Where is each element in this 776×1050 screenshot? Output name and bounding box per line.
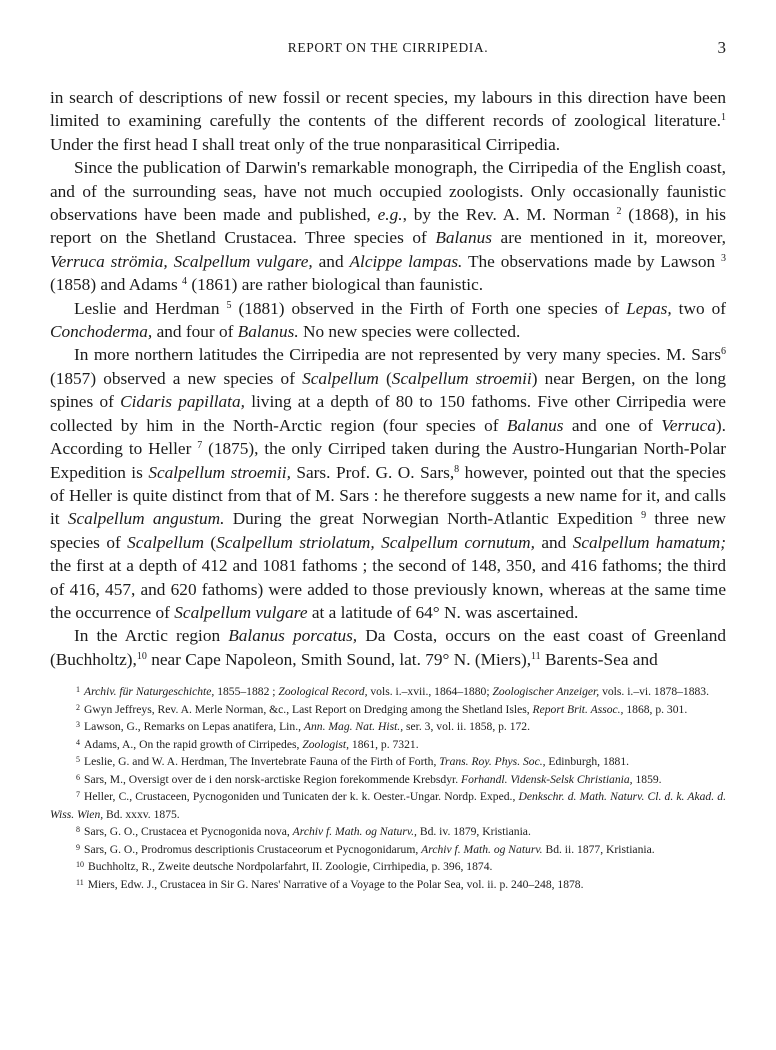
italic-run: Scalpellum hamatum;	[572, 532, 726, 552]
italic-run: Archiv f. Math. og Naturv.,	[292, 825, 417, 839]
footnote-text	[84, 738, 419, 751]
paragraph	[50, 86, 726, 156]
footnote	[50, 736, 726, 754]
text-run: (	[378, 368, 392, 388]
page-number: 3	[717, 38, 726, 57]
text-run: Barents-Sea and	[540, 649, 658, 669]
italic-run: Scalpellum vulgare	[174, 602, 308, 622]
text-run: Edinburgh, 1881.	[545, 755, 630, 769]
text-run: however, pointed out that the species of Heller is quite distinct from that of M. Sars : he therefore suggests a new name for it, and calls it	[50, 462, 726, 529]
footnote-text	[84, 755, 629, 768]
text-run: Under the first head I shall treat only of the true nonparasitical Cirripedia.	[50, 134, 561, 154]
text-run: During the great Norwegian North-Atlantic Expedition	[224, 509, 642, 529]
footnote-ref: 3	[721, 252, 727, 264]
footnote-ref: 8	[454, 463, 460, 475]
text-run: Since the publication of Darwin's remarkable monograph, the Cirripedia of the English coast, and of the surrounding seas, have not much occupied zoologists. Only occasionally faunistic observations have been made and published,	[50, 158, 726, 225]
text-run: and	[312, 251, 350, 271]
paragraph	[50, 624, 726, 671]
text-run: 1861, p. 7321.	[349, 737, 419, 751]
italic-run: Scalpellum striolatum, Scalpellum cornutum,	[216, 532, 535, 552]
italic-run: Trans. Roy. Phys. Soc.,	[439, 755, 546, 769]
footnote-number: 2	[76, 702, 80, 712]
footnote-text	[50, 790, 726, 821]
text-run: (1858) and Adams	[50, 275, 182, 295]
text-run: are mentioned in it, moreover,	[491, 228, 726, 248]
italic-run: Conchoderma,	[50, 322, 153, 342]
footnote-ref: 7	[197, 440, 203, 452]
italic-run: Denkschr. d. Math. Naturv. Cl. d. k. Akad. d. Wiss. Wien,	[50, 790, 726, 821]
text-run: No new species were collected.	[298, 322, 521, 342]
footnote	[50, 858, 726, 876]
footnote-text	[88, 860, 492, 873]
text-run: at a latitude of 64° N. was ascertained.	[307, 602, 579, 622]
text-run: Bd. xxxv. 1875.	[103, 807, 180, 821]
text-run: (1857) observed a new species of	[50, 368, 303, 388]
italic-run: Zoological Record,	[278, 685, 368, 699]
text-run: in search of descriptions of new fossil or recent species, my labours in this direction have been limited to examining carefully the contents of the different records of zoological literature.	[50, 88, 726, 131]
footnote-number: 9	[76, 842, 80, 852]
text-run: Sars, M., Oversigt over de i den norsk-arctiske Region forekommende Krebsdyr.	[84, 772, 462, 786]
italic-run: Balanus	[435, 228, 492, 248]
footnote-ref: 10	[136, 650, 147, 662]
text-run: living at a depth of 80 to 150 fathoms. Five other Cirripedia were collected by him in the North-Arctic region (four species of	[50, 392, 726, 435]
footnote-number: 3	[76, 720, 80, 730]
text-run: In the Arctic region	[74, 626, 229, 646]
italic-run: Forhandl. Vidensk-Selsk Christiania,	[461, 772, 633, 786]
footnote-number: 7	[76, 790, 80, 800]
italic-run: Balanus	[506, 415, 564, 435]
footnote-number: 6	[76, 772, 80, 782]
text-run: Adams, A., On the rapid growth of Cirripedes,	[84, 737, 303, 751]
paragraph	[50, 156, 726, 296]
footnote-number: 8	[76, 825, 80, 835]
text-run: (1868), in his report on the Shetland Crustacea. Three species of	[50, 205, 726, 248]
footnote-ref: 2	[616, 206, 622, 218]
text-run: Heller, C., Crustaceen, Pycnogoniden und Tunicaten der k. k. Oester.-Ungar. Nordp. Exped.,	[84, 790, 519, 804]
italic-run: Zoologist,	[302, 737, 350, 751]
text-run: 1868, p. 301.	[623, 702, 688, 716]
footnote	[50, 823, 726, 841]
text-run: ser. 3, vol. ii. 1858, p. 172.	[403, 720, 530, 734]
italic-run: Archiv. für Naturgeschichte,	[84, 685, 215, 699]
text-run: Sars. Prof. G. O. Sars,	[290, 462, 455, 482]
text-run: and four of	[152, 322, 238, 342]
italic-run: Balanus porcatus,	[228, 626, 358, 646]
text-run: vols. i.–vi. 1878–1883.	[599, 685, 709, 699]
text-run: near Cape Napoleon, Smith Sound, lat. 79° N. (Miers),	[146, 649, 532, 669]
text-run: Miers, Edw. J., Crustacea in Sir G. Nares' Narrative of a Voyage to the Polar Sea, vol. ii. p. 240–248, 1878.	[87, 877, 584, 891]
italic-run: Zoologischer Anzeiger,	[492, 685, 600, 699]
italic-run: Cidaris papillata,	[120, 392, 245, 412]
paragraph	[50, 297, 726, 344]
page-header	[50, 38, 726, 64]
italic-run: Verruca	[661, 415, 716, 435]
document-page	[50, 38, 726, 893]
footnote	[50, 683, 726, 701]
italic-run: Scalpellum stroemii	[391, 368, 532, 388]
running-title: REPORT ON THE CIRRIPEDIA.	[287, 40, 489, 55]
italic-run: Scalpellum	[127, 532, 204, 552]
text-run: and	[534, 532, 573, 552]
text-run: In more northern latitudes the Cirripedia are not represented by very many species. M. Sars	[74, 345, 721, 365]
text-run: Buchholtz, R., Zweite deutsche Nordpolarfahrt, II. Zoologie, Cirrhipedia, p. 396, 1874.	[88, 860, 493, 874]
italic-run: Lepas,	[626, 298, 672, 318]
text-run: the first at a depth of 412 and 1081 fathoms ; the second of 148, 350, and 416 fathoms; the third of 416, 457, and 620 fathoms) were added to those previously known, whereas at the same time the occurrence of	[50, 556, 726, 622]
text-run: ) near Bergen, on the long spines of	[50, 368, 726, 412]
italic-run: Verruca strömia, Scalpellum vulgare,	[50, 251, 313, 271]
text-run: Da Costa, occurs on the east coast of Greenland (Buchholtz),	[50, 626, 726, 669]
text-run: and one of	[563, 415, 662, 435]
footnote-ref: 11	[531, 650, 541, 662]
text-run: 1855–1882 ;	[214, 685, 279, 699]
footnote-ref: 9	[641, 510, 647, 522]
italic-run: Scalpellum stroemii,	[148, 462, 291, 482]
footnote	[50, 718, 726, 736]
footnote-text	[88, 878, 584, 891]
italic-run: Alcippe lampas.	[349, 251, 463, 271]
footnote-text	[84, 720, 530, 733]
footnote-number: 4	[76, 737, 80, 747]
footnote-ref: 4	[182, 276, 187, 288]
text-run: ). According to Heller	[50, 415, 726, 459]
italic-run: Scalpellum	[302, 368, 379, 388]
italic-run: e.g.	[377, 205, 403, 225]
footnote-text	[84, 703, 687, 716]
text-run: (1881) observed in the Firth of Forth one species of	[231, 298, 627, 318]
footnote-number: 11	[76, 877, 84, 887]
footnote-text	[84, 825, 531, 838]
text-run: (1875), the only Cirriped taken during the Austro-Hungarian North-Polar Expedition is	[50, 439, 726, 482]
text-run: Sars, G. O., Crustacea et Pycnogonida nova,	[84, 825, 293, 839]
text-run: Bd. iv. 1879, Kristiania.	[416, 825, 531, 839]
text-run: vols. i.–xvii., 1864–1880;	[367, 685, 493, 699]
footnote-ref: 1	[721, 112, 726, 124]
footnote-ref: 5	[226, 299, 232, 311]
text-run: (1861) are rather biological than faunistic.	[187, 275, 484, 295]
text-run: Leslie and Herdman	[74, 298, 227, 318]
text-run: , by the Rev. A. M. Norman	[402, 205, 617, 225]
text-run: two of	[671, 298, 726, 318]
paragraph	[50, 343, 726, 624]
italic-run: Archiv f. Math. og Naturv.	[421, 842, 543, 856]
italic-run: Ann. Mag. Nat. Hist.,	[303, 720, 404, 734]
footnote	[50, 841, 726, 859]
footnote-number: 1	[76, 685, 80, 695]
footnote	[50, 753, 726, 771]
footnote	[50, 788, 726, 823]
text-run: Lawson, G., Remarks on Lepas anatifera, Lin.,	[84, 720, 304, 734]
text-run: Sars, G. O., Prodromus descriptionis Crustaceorum et Pycnogonidarum,	[84, 842, 422, 856]
footnote-text	[84, 773, 662, 786]
italic-run: Balanus.	[237, 322, 299, 342]
body-text	[50, 86, 726, 671]
footnote-text	[84, 843, 655, 856]
footnote	[50, 876, 726, 894]
footnote-ref: 6	[721, 346, 726, 358]
text-run: Bd. ii. 1877, Kristiania.	[542, 842, 655, 856]
footnote-number: 10	[76, 860, 84, 870]
text-run: (	[203, 532, 217, 552]
footnote	[50, 701, 726, 719]
footnote	[50, 771, 726, 789]
text-run: The observations made by Lawson	[462, 251, 722, 271]
italic-run: Scalpellum angustum.	[67, 509, 225, 529]
italic-run: Report Brit. Assoc.,	[532, 702, 624, 716]
text-run: 1859.	[632, 772, 662, 786]
footnotes	[50, 683, 726, 893]
text-run: Gwyn Jeffreys, Rev. A. Merle Norman, &c., Last Report on Dredging among the Shetland Isles,	[84, 702, 533, 716]
text-run: three new species of	[50, 509, 727, 552]
footnote-number: 5	[76, 755, 80, 765]
footnote-text	[84, 685, 709, 698]
text-run: Leslie, G. and W. A. Herdman, The Invertebrate Fauna of the Firth of Forth,	[84, 755, 440, 769]
